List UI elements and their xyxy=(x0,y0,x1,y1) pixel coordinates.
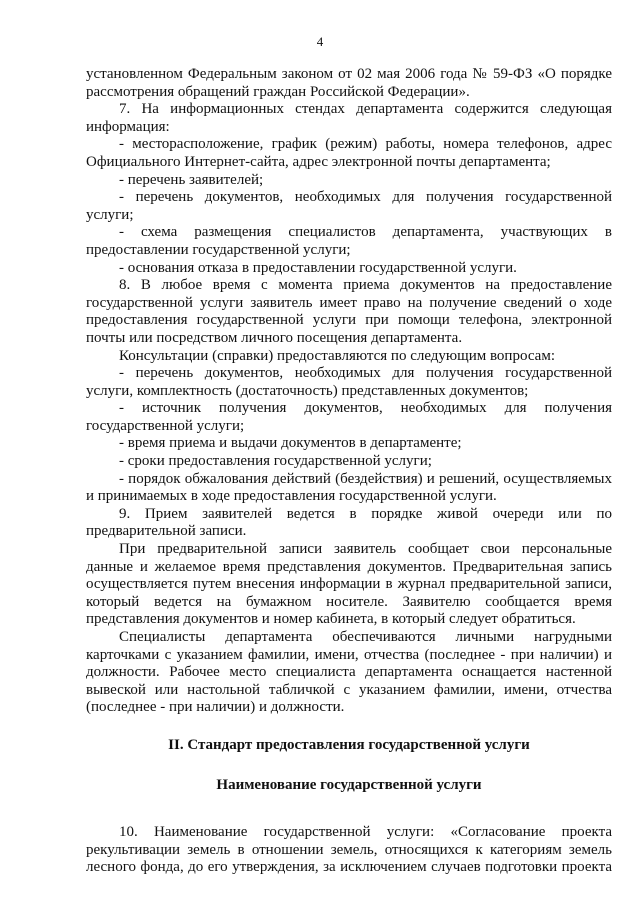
paragraph-item-8: 8. В любое время с момента приема документов на предоставление государственной услуги заявитель имеет право на получение сведений о ходе предоставления государственной услуги при помощи телефона, электронной почты или посредством личного посещения департамента. xyxy=(86,277,612,346)
list-item-source: - источник получения документов, необходимых для получения государственной услуги; xyxy=(86,400,612,434)
list-item-appeal: - порядок обжалования действий (бездействия) и решений, осуществляемых и принимаемых в ходе предоставления государственной услуги. xyxy=(86,470,612,505)
paragraph-item-9: 9. Прием заявителей ведется в порядке живой очереди или по предварительной записи. xyxy=(86,505,612,540)
section-heading: II. Стандарт предоставления государственной услуги xyxy=(168,736,530,753)
paragraph-consultations: Консультации (справки) предоставляются по следующим вопросам: xyxy=(119,347,555,364)
paragraph-item-7: 7. На информационных стендах департамента содержится следующая информация: xyxy=(86,101,612,135)
paragraph-specialists: Специалисты департамента обеспечиваются личными нагрудными карточками с указанием фамилии, имени, отчества (последнее - при наличии) и должности. Рабочее место специалиста департамента оснащается настенной вывеской или настольной табличкой с указанием фамилии, имени, отчества (последнее - при наличии) и должности. xyxy=(86,629,612,716)
list-item-documents: - перечень документов, необходимых для получения государственной услуги; xyxy=(86,189,612,223)
list-item-docs-completeness: - перечень документов, необходимых для получения государственной услуги, комплектность (достаточность) представленных документов; xyxy=(86,365,612,399)
document-body xyxy=(86,66,612,877)
list-item-location: - месторасположение, график (режим) работы, номера телефонов, адрес Официального Интернет-сайта, адрес электронной почты департамента; xyxy=(86,136,612,170)
list-item-refusal: - основания отказа в предоставлении государственной услуги. xyxy=(119,259,517,276)
paragraph-item-10: 10. Наименование государственной услуги: «Согласование проекта рекультивации земель в отношении земель, относящихся к категориям земель лесного фонда, до его утверждения, за исключением случаев подготовки проекта xyxy=(86,824,612,876)
list-item-scheme: - схема размещения специалистов департамента, участвующих в предоставлении государственной услуги; xyxy=(86,224,612,258)
paragraph-continuation: установленном Федеральным законом от 02 мая 2006 года № 59-ФЗ «О порядке рассмотрения обращений граждан Российской Федерации». xyxy=(86,66,612,100)
list-item-applicants: - перечень заявителей; xyxy=(119,171,264,188)
list-item-terms: - сроки предоставления государственной услуги; xyxy=(119,453,432,470)
paragraph-preregistration: При предварительной записи заявитель сообщает свои персональные данные и желаемое время представления документов. Предварительная запись осуществляется путем внесения информации в журнал предварительной записи, который ведется на бумажном носителе. Заявителю сообщается время представления документов и номер кабинета, в который следует обратиться. xyxy=(86,541,612,628)
list-item-time: - время приема и выдачи документов в департаменте; xyxy=(119,435,462,452)
page-number: 4 xyxy=(316,34,324,49)
subsection-heading: Наименование государственной услуги xyxy=(216,776,482,793)
